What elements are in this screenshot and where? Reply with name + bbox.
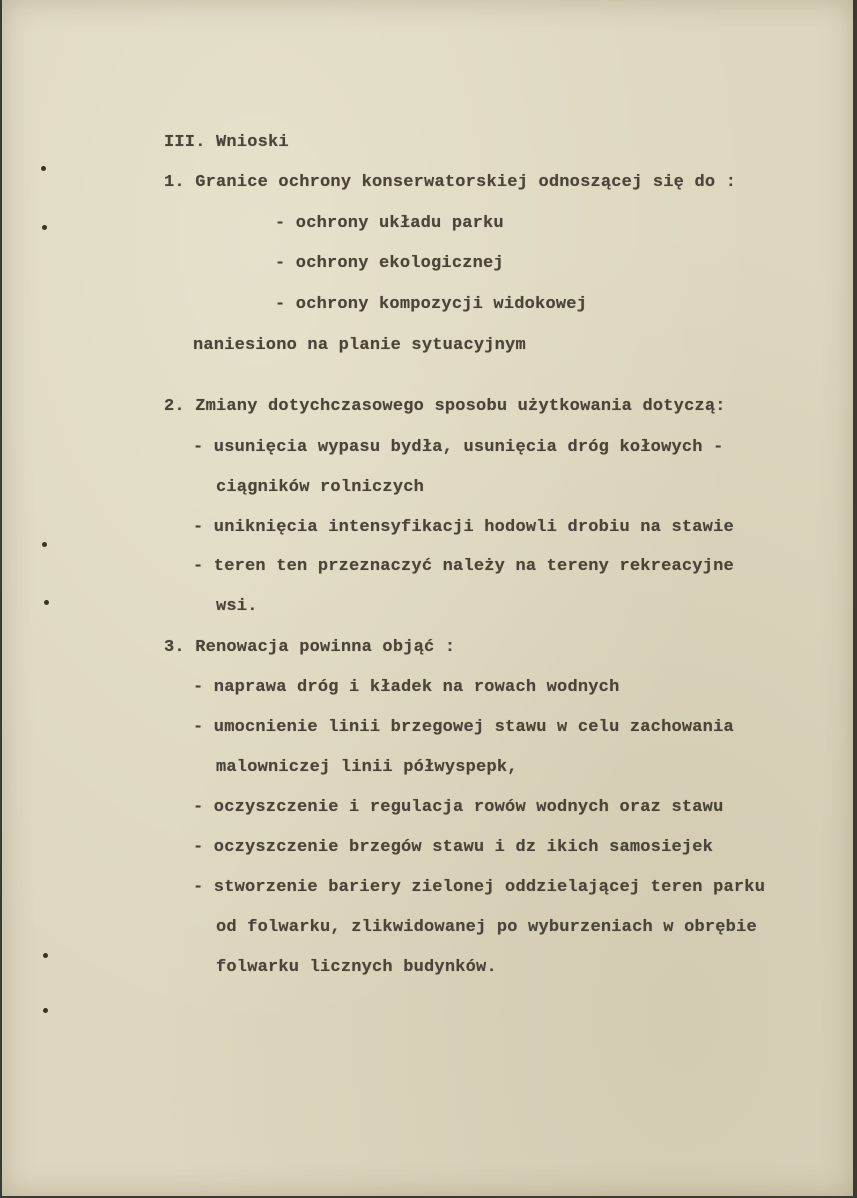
item-3-bullet: - oczyszczenie brzegów stawu i dz ikich samosiejek	[193, 838, 714, 857]
item-3-bullet: - naprawa dróg i kładek na rowach wodnych	[193, 678, 620, 697]
item-1-title: 1. Granice ochrony konserwatorskiej odnoszącej się do :	[164, 173, 737, 192]
binder-hole-mark	[42, 225, 47, 230]
item-2-title: 2. Zmiany dotychczasowego sposobu użytkowania dotyczą:	[164, 397, 726, 416]
item-2-bullet-continuation: wsi.	[216, 597, 258, 616]
item-1-bullet: - ochrony ekologicznej	[275, 254, 504, 273]
item-3-bullet-continuation: malowniczej linii półwyspepk,	[216, 758, 518, 777]
item-2-bullet-continuation: ciągników rolniczych	[216, 478, 425, 497]
item-3-bullet-continuation: folwarku licznych budynków.	[216, 958, 497, 977]
binder-hole-mark	[44, 600, 49, 605]
section-heading: III. Wnioski	[164, 133, 289, 152]
binder-hole-mark	[43, 1008, 48, 1013]
item-3-bullet-continuation: od folwarku, zlikwidowanej po wyburzeniach w obrębie	[216, 918, 757, 937]
binder-hole-mark	[41, 166, 46, 171]
item-1-bullet: - ochrony układu parku	[275, 214, 504, 233]
item-3-bullet: - oczyszczenie i regulacja rowów wodnych oraz stawu	[193, 798, 724, 817]
item-2-bullet: - teren ten przeznaczyć należy na tereny rekreacyjne	[193, 557, 734, 576]
item-1-bullet: - ochrony kompozycji widokowej	[275, 295, 588, 314]
document-page	[2, 0, 853, 1196]
item-3-title: 3. Renowacja powinna objąć :	[164, 638, 456, 657]
item-2-bullet: - usunięcia wypasu bydła, usunięcia dróg kołowych -	[193, 438, 724, 457]
item-3-bullet: - umocnienie linii brzegowej stawu w celu zachowania	[193, 718, 734, 737]
item-3-bullet: - stworzenie bariery zielonej oddzielającej teren parku	[193, 878, 766, 897]
binder-hole-mark	[42, 542, 47, 547]
item-2-bullet: - uniknięcia intensyfikacji hodowli drobiu na stawie	[193, 518, 734, 537]
binder-hole-mark	[43, 953, 48, 958]
item-1-closing: naniesiono na planie sytuacyjnym	[193, 336, 526, 355]
